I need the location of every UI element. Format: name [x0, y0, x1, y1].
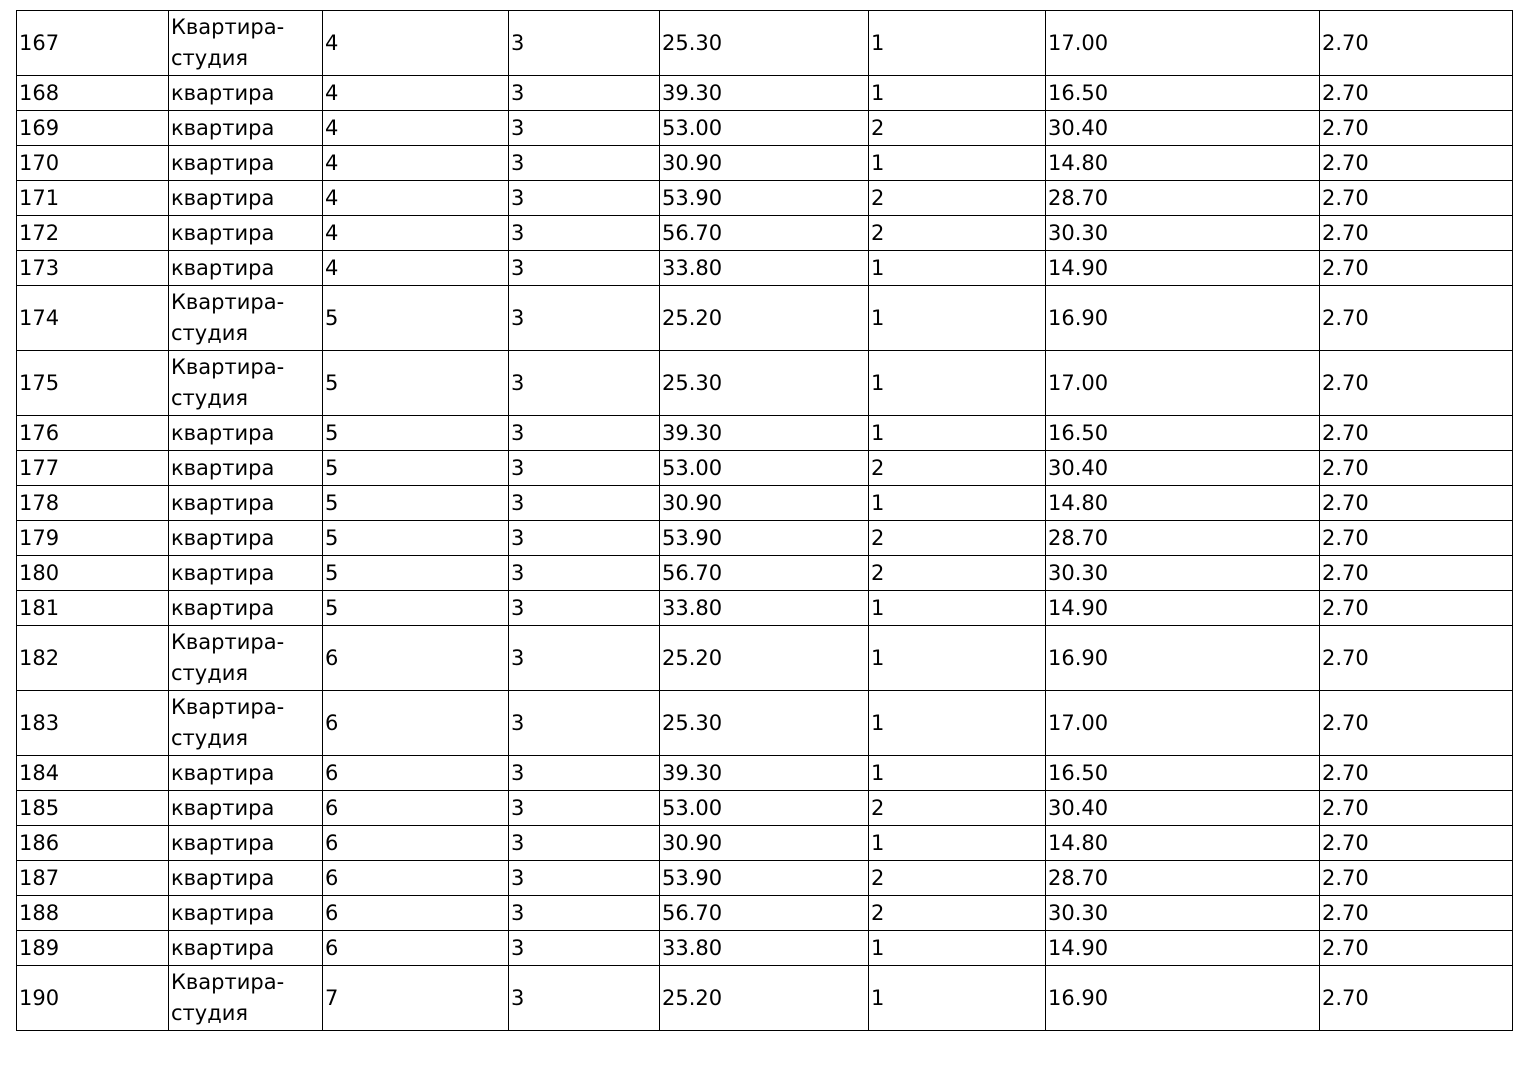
table-row	[17, 76, 1513, 111]
table-row	[17, 756, 1513, 791]
table-row	[17, 591, 1513, 626]
cell-living-area: 28.70	[1046, 521, 1320, 556]
table-row	[17, 251, 1513, 286]
cell-ceiling-height: 2.70	[1320, 756, 1513, 791]
cell-section: 3	[509, 556, 660, 591]
table-row	[17, 896, 1513, 931]
cell-living-area: 30.40	[1046, 791, 1320, 826]
cell-living-area: 14.80	[1046, 826, 1320, 861]
cell-number: 168	[17, 76, 169, 111]
cell-floor: 4	[323, 251, 509, 286]
cell-floor: 4	[323, 76, 509, 111]
cell-section: 3	[509, 286, 660, 351]
table-row	[17, 286, 1513, 351]
cell-number: 174	[17, 286, 169, 351]
cell-section: 3	[509, 416, 660, 451]
cell-rooms: 1	[869, 966, 1046, 1031]
table-row	[17, 416, 1513, 451]
cell-number: 185	[17, 791, 169, 826]
apartments-table	[16, 10, 1513, 1031]
cell-ceiling-height: 2.70	[1320, 451, 1513, 486]
cell-section: 3	[509, 931, 660, 966]
cell-section: 3	[509, 216, 660, 251]
cell-section: 3	[509, 251, 660, 286]
cell-area: 25.20	[660, 286, 869, 351]
table-row	[17, 966, 1513, 1031]
cell-floor: 6	[323, 931, 509, 966]
cell-rooms: 2	[869, 111, 1046, 146]
cell-rooms: 1	[869, 146, 1046, 181]
cell-area: 30.90	[660, 146, 869, 181]
cell-number: 183	[17, 691, 169, 756]
cell-type: квартира	[169, 76, 323, 111]
cell-ceiling-height: 2.70	[1320, 251, 1513, 286]
cell-floor: 5	[323, 591, 509, 626]
cell-number: 180	[17, 556, 169, 591]
cell-type: квартира	[169, 251, 323, 286]
cell-type: квартира	[169, 486, 323, 521]
cell-ceiling-height: 2.70	[1320, 11, 1513, 76]
cell-section: 3	[509, 181, 660, 216]
cell-section: 3	[509, 351, 660, 416]
cell-area: 53.00	[660, 451, 869, 486]
cell-type: квартира	[169, 791, 323, 826]
cell-section: 3	[509, 826, 660, 861]
cell-type: квартира	[169, 826, 323, 861]
cell-floor: 5	[323, 521, 509, 556]
cell-section: 3	[509, 626, 660, 691]
cell-section: 3	[509, 966, 660, 1031]
cell-number: 176	[17, 416, 169, 451]
cell-rooms: 1	[869, 931, 1046, 966]
cell-area: 39.30	[660, 756, 869, 791]
cell-living-area: 17.00	[1046, 351, 1320, 416]
cell-number: 190	[17, 966, 169, 1031]
cell-type: Квартира-студия	[169, 11, 323, 76]
cell-section: 3	[509, 861, 660, 896]
cell-rooms: 1	[869, 626, 1046, 691]
cell-rooms: 2	[869, 451, 1046, 486]
table-row	[17, 521, 1513, 556]
cell-ceiling-height: 2.70	[1320, 111, 1513, 146]
cell-section: 3	[509, 146, 660, 181]
table-row	[17, 861, 1513, 896]
cell-type: квартира	[169, 216, 323, 251]
cell-type: квартира	[169, 451, 323, 486]
cell-living-area: 28.70	[1046, 861, 1320, 896]
cell-ceiling-height: 2.70	[1320, 216, 1513, 251]
table-row	[17, 931, 1513, 966]
table-row	[17, 791, 1513, 826]
cell-living-area: 14.80	[1046, 486, 1320, 521]
cell-area: 39.30	[660, 76, 869, 111]
cell-ceiling-height: 2.70	[1320, 521, 1513, 556]
cell-rooms: 2	[869, 896, 1046, 931]
table-row	[17, 826, 1513, 861]
table-row	[17, 146, 1513, 181]
cell-area: 56.70	[660, 896, 869, 931]
cell-area: 25.30	[660, 351, 869, 416]
cell-ceiling-height: 2.70	[1320, 556, 1513, 591]
cell-ceiling-height: 2.70	[1320, 591, 1513, 626]
cell-area: 33.80	[660, 251, 869, 286]
cell-floor: 6	[323, 861, 509, 896]
cell-area: 53.00	[660, 791, 869, 826]
cell-number: 170	[17, 146, 169, 181]
cell-section: 3	[509, 756, 660, 791]
cell-number: 173	[17, 251, 169, 286]
cell-rooms: 1	[869, 416, 1046, 451]
cell-rooms: 1	[869, 351, 1046, 416]
cell-number: 188	[17, 896, 169, 931]
cell-ceiling-height: 2.70	[1320, 691, 1513, 756]
cell-living-area: 14.90	[1046, 251, 1320, 286]
cell-number: 167	[17, 11, 169, 76]
cell-floor: 6	[323, 691, 509, 756]
cell-rooms: 1	[869, 486, 1046, 521]
cell-ceiling-height: 2.70	[1320, 76, 1513, 111]
table-row	[17, 691, 1513, 756]
cell-ceiling-height: 2.70	[1320, 416, 1513, 451]
cell-type: квартира	[169, 896, 323, 931]
cell-rooms: 1	[869, 286, 1046, 351]
cell-type: квартира	[169, 521, 323, 556]
cell-number: 189	[17, 931, 169, 966]
cell-number: 177	[17, 451, 169, 486]
cell-type: квартира	[169, 861, 323, 896]
cell-living-area: 16.90	[1046, 286, 1320, 351]
cell-area: 30.90	[660, 486, 869, 521]
table-row	[17, 556, 1513, 591]
cell-section: 3	[509, 111, 660, 146]
cell-ceiling-height: 2.70	[1320, 861, 1513, 896]
cell-type: квартира	[169, 931, 323, 966]
cell-rooms: 2	[869, 181, 1046, 216]
cell-area: 25.20	[660, 966, 869, 1031]
cell-living-area: 16.90	[1046, 626, 1320, 691]
cell-type: квартира	[169, 111, 323, 146]
cell-section: 3	[509, 76, 660, 111]
cell-floor: 4	[323, 11, 509, 76]
cell-number: 171	[17, 181, 169, 216]
cell-rooms: 1	[869, 251, 1046, 286]
table-row	[17, 111, 1513, 146]
cell-floor: 6	[323, 896, 509, 931]
cell-rooms: 1	[869, 591, 1046, 626]
table-row	[17, 351, 1513, 416]
cell-ceiling-height: 2.70	[1320, 966, 1513, 1031]
cell-ceiling-height: 2.70	[1320, 146, 1513, 181]
cell-floor: 5	[323, 486, 509, 521]
cell-floor: 5	[323, 416, 509, 451]
cell-living-area: 30.30	[1046, 556, 1320, 591]
cell-floor: 6	[323, 791, 509, 826]
cell-floor: 5	[323, 351, 509, 416]
cell-living-area: 30.30	[1046, 216, 1320, 251]
cell-section: 3	[509, 896, 660, 931]
cell-floor: 6	[323, 626, 509, 691]
cell-type: Квартира-студия	[169, 966, 323, 1031]
cell-living-area: 30.40	[1046, 111, 1320, 146]
cell-type: квартира	[169, 756, 323, 791]
cell-living-area: 16.50	[1046, 76, 1320, 111]
cell-living-area: 14.90	[1046, 591, 1320, 626]
cell-area: 56.70	[660, 216, 869, 251]
cell-number: 179	[17, 521, 169, 556]
cell-type: Квартира-студия	[169, 351, 323, 416]
cell-floor: 5	[323, 286, 509, 351]
cell-ceiling-height: 2.70	[1320, 181, 1513, 216]
cell-living-area: 14.90	[1046, 931, 1320, 966]
cell-section: 3	[509, 791, 660, 826]
cell-area: 53.90	[660, 861, 869, 896]
table-body	[17, 11, 1513, 1031]
cell-floor: 5	[323, 556, 509, 591]
cell-floor: 5	[323, 451, 509, 486]
cell-type: квартира	[169, 146, 323, 181]
table-row	[17, 216, 1513, 251]
cell-rooms: 2	[869, 216, 1046, 251]
cell-rooms: 1	[869, 11, 1046, 76]
table-row	[17, 181, 1513, 216]
cell-ceiling-height: 2.70	[1320, 791, 1513, 826]
cell-area: 39.30	[660, 416, 869, 451]
cell-floor: 6	[323, 756, 509, 791]
cell-living-area: 17.00	[1046, 11, 1320, 76]
table-row	[17, 11, 1513, 76]
cell-type: квартира	[169, 416, 323, 451]
cell-number: 172	[17, 216, 169, 251]
cell-living-area: 16.50	[1046, 756, 1320, 791]
cell-ceiling-height: 2.70	[1320, 931, 1513, 966]
cell-type: Квартира-студия	[169, 286, 323, 351]
cell-area: 25.30	[660, 11, 869, 76]
cell-rooms: 2	[869, 521, 1046, 556]
cell-ceiling-height: 2.70	[1320, 626, 1513, 691]
cell-number: 184	[17, 756, 169, 791]
cell-type: Квартира-студия	[169, 626, 323, 691]
cell-number: 175	[17, 351, 169, 416]
cell-section: 3	[509, 521, 660, 556]
cell-floor: 7	[323, 966, 509, 1031]
cell-floor: 4	[323, 181, 509, 216]
cell-living-area: 30.30	[1046, 896, 1320, 931]
cell-number: 169	[17, 111, 169, 146]
cell-area: 33.80	[660, 931, 869, 966]
cell-area: 33.80	[660, 591, 869, 626]
cell-ceiling-height: 2.70	[1320, 286, 1513, 351]
cell-living-area: 16.50	[1046, 416, 1320, 451]
cell-area: 53.90	[660, 521, 869, 556]
cell-number: 186	[17, 826, 169, 861]
cell-rooms: 2	[869, 861, 1046, 896]
cell-number: 187	[17, 861, 169, 896]
cell-section: 3	[509, 451, 660, 486]
cell-rooms: 2	[869, 556, 1046, 591]
cell-number: 182	[17, 626, 169, 691]
cell-living-area: 28.70	[1046, 181, 1320, 216]
cell-area: 53.00	[660, 111, 869, 146]
cell-floor: 6	[323, 826, 509, 861]
cell-rooms: 1	[869, 756, 1046, 791]
cell-area: 30.90	[660, 826, 869, 861]
cell-section: 3	[509, 486, 660, 521]
cell-rooms: 1	[869, 691, 1046, 756]
table-row	[17, 451, 1513, 486]
cell-ceiling-height: 2.70	[1320, 486, 1513, 521]
cell-floor: 4	[323, 146, 509, 181]
cell-rooms: 2	[869, 791, 1046, 826]
cell-living-area: 16.90	[1046, 966, 1320, 1031]
cell-area: 25.20	[660, 626, 869, 691]
table-row	[17, 626, 1513, 691]
cell-area: 53.90	[660, 181, 869, 216]
cell-floor: 4	[323, 216, 509, 251]
cell-section: 3	[509, 691, 660, 756]
table-row	[17, 486, 1513, 521]
cell-type: квартира	[169, 181, 323, 216]
cell-ceiling-height: 2.70	[1320, 896, 1513, 931]
cell-type: квартира	[169, 556, 323, 591]
cell-section: 3	[509, 11, 660, 76]
cell-living-area: 17.00	[1046, 691, 1320, 756]
cell-number: 181	[17, 591, 169, 626]
cell-area: 25.30	[660, 691, 869, 756]
cell-ceiling-height: 2.70	[1320, 351, 1513, 416]
cell-rooms: 1	[869, 826, 1046, 861]
cell-ceiling-height: 2.70	[1320, 826, 1513, 861]
cell-section: 3	[509, 591, 660, 626]
cell-floor: 4	[323, 111, 509, 146]
cell-living-area: 30.40	[1046, 451, 1320, 486]
cell-number: 178	[17, 486, 169, 521]
cell-type: квартира	[169, 591, 323, 626]
cell-type: Квартира-студия	[169, 691, 323, 756]
cell-living-area: 14.80	[1046, 146, 1320, 181]
cell-area: 56.70	[660, 556, 869, 591]
cell-rooms: 1	[869, 76, 1046, 111]
